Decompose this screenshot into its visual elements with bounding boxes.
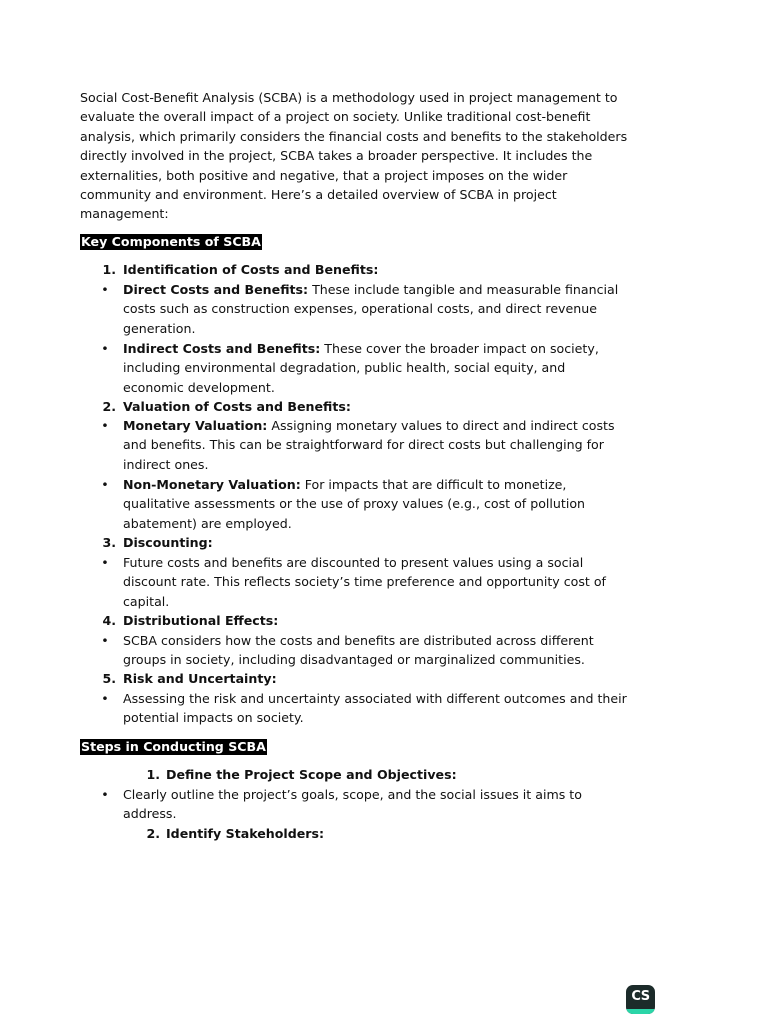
list-item-title: Valuation of Costs and Benefits:: [123, 399, 351, 414]
list-number: 2.: [102, 399, 116, 414]
list-item-text: Clearly outline the project’s goals, scope, and the social issues it aims to address.: [123, 787, 582, 822]
list-item-text: Assigning monetary values to direct and indirect costs and benefits. This can be straightforward for direct costs but challenging for indirect ones.: [123, 418, 615, 472]
list-item: [123, 280, 628, 338]
bullet-icon: •: [101, 341, 109, 356]
list-item: [123, 785, 593, 824]
list-item: [123, 553, 628, 611]
bullet-icon: •: [101, 787, 109, 802]
list-item-text: Future costs and benefits are discounted to present values using a social discount rate. This reflects society’s time preference and opportunity cost of capital.: [123, 555, 606, 609]
logo-accent-bar: [626, 1009, 655, 1014]
list-item-title: Identify Stakeholders:: [166, 826, 325, 841]
list-number: 2.: [146, 826, 160, 841]
list-number: 5.: [102, 671, 116, 686]
list-item-lead: Direct Costs and Benefits:: [123, 282, 309, 297]
section-heading-key-components: Key Components of SCBA: [81, 234, 261, 249]
list-item-lead: Indirect Costs and Benefits:: [123, 341, 321, 356]
list-item-lead: Monetary Valuation:: [123, 418, 268, 433]
list-item-text: Assessing the risk and uncertainty associated with different outcomes and their potential impacts on society.: [123, 691, 627, 726]
list-item-text: These include tangible and measurable financial costs such as construction expenses, operational costs, and direct revenue generation.: [123, 282, 619, 336]
list-number: 1.: [146, 767, 160, 782]
list-number: 4.: [102, 613, 116, 628]
list-item: [123, 416, 628, 474]
bullet-icon: •: [101, 691, 109, 706]
list-item-title: Discounting:: [123, 535, 213, 550]
intro-paragraph: Social Cost-Benefit Analysis (SCBA) is a methodology used in project management to evaluate the overall impact of a project on society. Unlike traditional cost-benefit analysis, which primarily considers the financial costs and benefits to the stakeholders directly involved in the project, SCBA takes a broader perspective. It includes the externalities, both positive and negative, that a project imposes on the wider community and environment. Here’s a detailed overview of SCBA in project management:: [80, 90, 628, 222]
list-item: [123, 631, 628, 670]
list-item-text: These cover the broader impact on society, including environmental degradation, public health, social equity, and economic development.: [123, 341, 599, 395]
bullet-icon: •: [101, 418, 109, 433]
list-item-text: For impacts that are difficult to monetize, qualitative assessments or the use of proxy values (e.g., cost of pollution abatement) are employed.: [123, 477, 586, 531]
section-heading-steps: Steps in Conducting SCBA: [81, 739, 266, 754]
list-item-lead: Non-Monetary Valuation:: [123, 477, 301, 492]
bullet-icon: •: [101, 555, 109, 570]
list-item-title: Identification of Costs and Benefits:: [123, 262, 379, 277]
list-item: [123, 475, 628, 533]
bullet-icon: •: [101, 282, 109, 297]
list-number: 1.: [102, 262, 116, 277]
list-item-title: Risk and Uncertainty:: [123, 671, 277, 686]
bullet-icon: •: [101, 477, 109, 492]
list-item-text: SCBA considers how the costs and benefits are distributed across different groups in society, including disadvantaged or marginalized communities.: [123, 633, 594, 668]
list-number: 3.: [102, 535, 116, 550]
list-item: [123, 339, 628, 397]
list-item-title: Distributional Effects:: [123, 613, 279, 628]
logo-text: CS: [631, 989, 650, 1004]
list-item: [123, 689, 628, 728]
bullet-icon: •: [101, 633, 109, 648]
camscanner-logo: [626, 985, 655, 1014]
list-item-title: Define the Project Scope and Objectives:: [166, 767, 457, 782]
